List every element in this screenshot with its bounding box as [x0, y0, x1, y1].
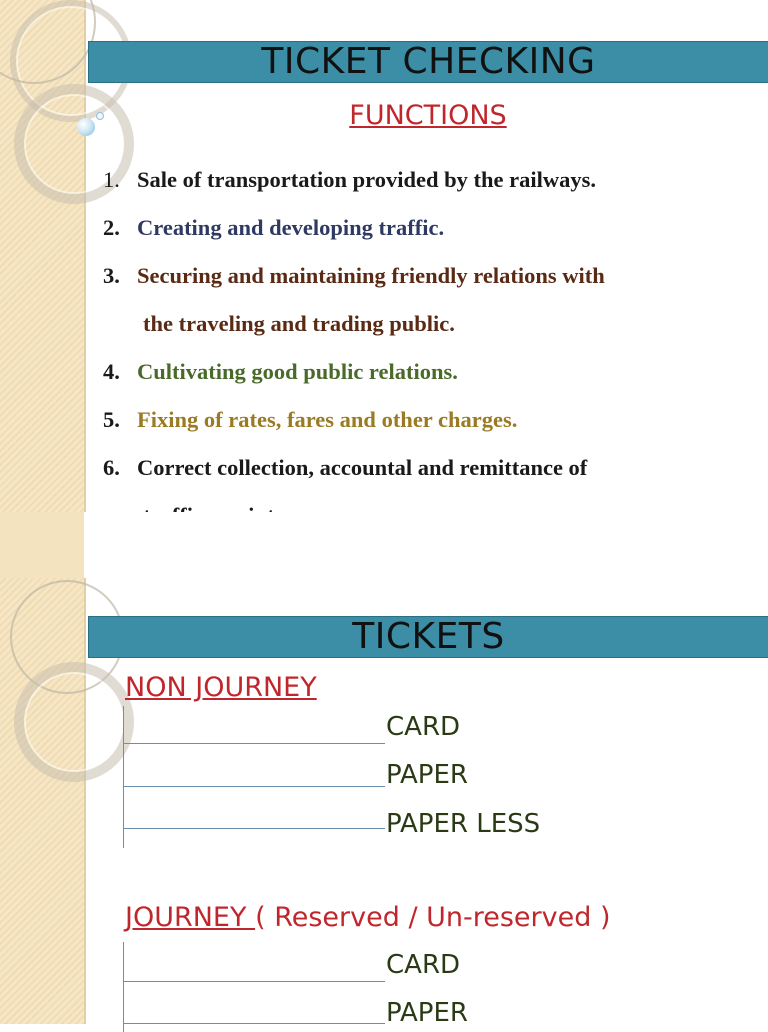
- slide-ticket-checking: [0, 0, 768, 512]
- tree-branch: [123, 1023, 385, 1024]
- journey-label: JOURNEY: [125, 902, 256, 933]
- item-text: Securing and maintaining friendly relations with: [137, 263, 605, 288]
- item-number: 1.: [103, 167, 120, 192]
- option-paper: PAPER: [386, 998, 468, 1028]
- option-card: CARD: [386, 712, 461, 742]
- item-number: 5.: [103, 407, 120, 432]
- gap-strip: [0, 512, 84, 578]
- item-number: 6.: [103, 455, 120, 480]
- option-paper: PAPER: [386, 760, 468, 790]
- slide-tickets: [0, 578, 768, 1028]
- item-text: Fixing of rates, fares and other charges.: [137, 407, 518, 432]
- non-journey-label: NON JOURNEY: [125, 672, 317, 703]
- tree-connector: [123, 706, 124, 848]
- option-card: CARD: [386, 950, 461, 980]
- functions-list: [103, 156, 763, 540]
- list-item: [103, 396, 763, 444]
- item-text: Creating and developing traffic.: [137, 215, 445, 240]
- list-item: [103, 156, 763, 204]
- option-paper-less: PAPER LESS: [386, 809, 541, 839]
- item-number: 4.: [103, 359, 120, 384]
- item-text: the traveling and trading public.: [143, 311, 455, 336]
- list-item: [103, 444, 763, 492]
- item-number: 2.: [103, 215, 120, 240]
- slide-title: TICKETS: [88, 616, 768, 658]
- item-number: 3.: [103, 263, 120, 288]
- slide-title: TICKET CHECKING: [88, 41, 768, 83]
- tree-connector: [123, 942, 124, 1032]
- slide-gap: [0, 512, 768, 578]
- functions-heading: FUNCTIONS: [349, 100, 507, 131]
- item-text: Cultivating good public relations.: [137, 359, 458, 384]
- tree-branch: [123, 828, 385, 829]
- list-item-continuation: [103, 300, 763, 348]
- journey-heading: [125, 902, 610, 933]
- non-journey-heading: [125, 672, 317, 703]
- journey-qualifier: ( Reserved / Un-reserved ): [255, 902, 611, 933]
- tree-branch: [123, 743, 385, 744]
- tree-branch: [123, 786, 385, 787]
- item-text: Sale of transportation provided by the railways.: [137, 167, 596, 192]
- decorative-ring: [14, 662, 134, 782]
- item-text: Correct collection, accountal and remittance of: [137, 455, 588, 480]
- list-item: [103, 252, 763, 300]
- list-item: [103, 204, 763, 252]
- tree-branch: [123, 981, 385, 982]
- list-item: [103, 348, 763, 396]
